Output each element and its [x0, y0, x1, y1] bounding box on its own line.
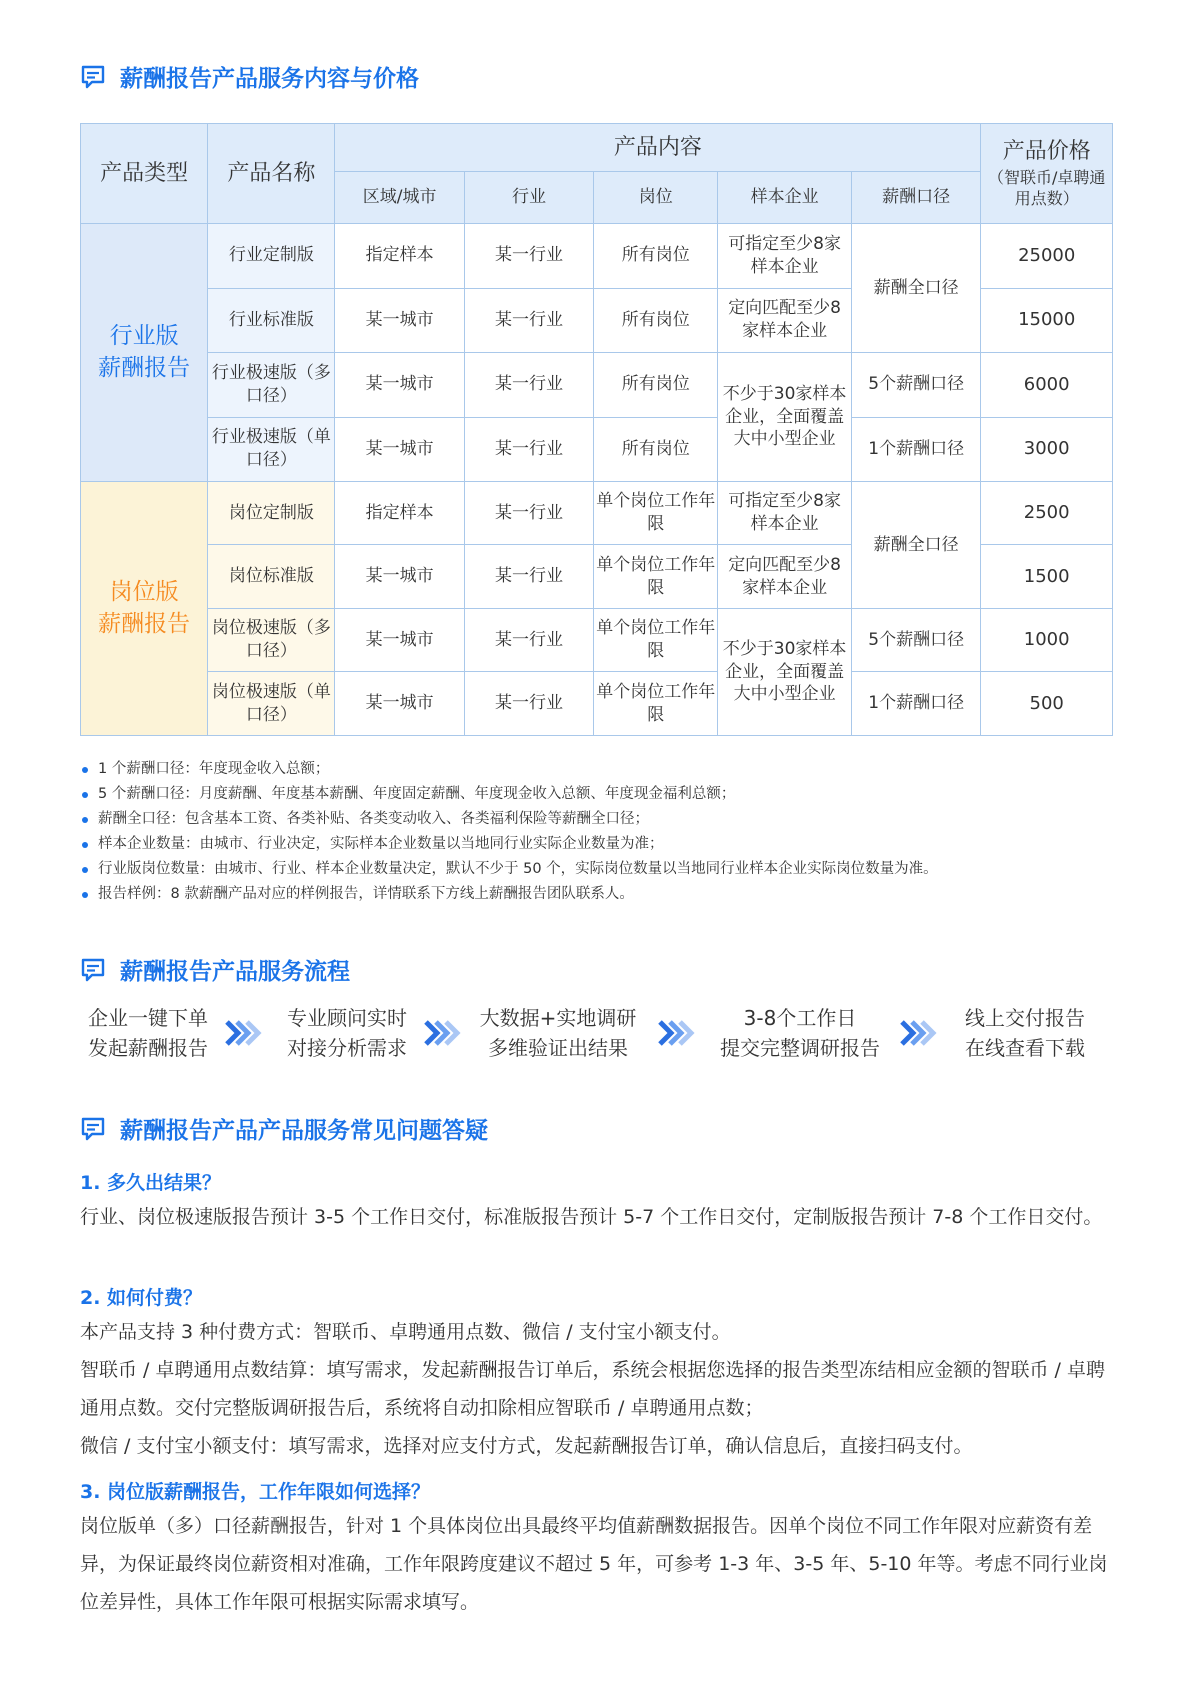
cell-sample: 定向匹配至少8家样本企业	[718, 545, 852, 608]
section-title-pricing	[80, 60, 419, 93]
cell-price: 2500	[981, 482, 1113, 545]
cell-price: 6000	[981, 353, 1113, 418]
cell-price: 25000	[981, 224, 1113, 289]
cell-industry: 某一行业	[464, 545, 593, 608]
product-name: 行业标准版	[208, 288, 335, 353]
header-price-label: 产品价格	[1002, 139, 1091, 165]
cell-caliber: 5个薪酬口径	[851, 353, 980, 418]
faq-answer: 岗位版单（多）口径薪酬报告，针对 1 个具体岗位出具最终平均值薪酬数据报告。因单个岗位不同工作年限对应薪资有差异，为保证最终岗位薪资相对准确，工作年限跨度建议不超过 5 年，可参考 1-3 年、3-5 年、5-10 年等。考虑不同行业岗位差异性，具体工作年限可根据实际需求填写。	[80, 1515, 1108, 1613]
header-position: 岗位	[594, 172, 718, 224]
table-row	[81, 482, 1113, 545]
note-item: 样本企业数量：由城市、行业决定，实际样本企业数量以当地同行业实际企业数量为准；	[80, 832, 938, 857]
product-name: 岗位标准版	[208, 545, 335, 608]
cell-sample-merged: 不少于30家样本企业，全面覆盖大中小型企业	[718, 353, 852, 482]
double-chevron-right-icon	[223, 1019, 263, 1047]
process-flow	[80, 1003, 1113, 1063]
section-title-text: 薪酬报告产品产品服务常见问题答疑	[120, 1118, 488, 1144]
cell-sample: 定向匹配至少8家样本企业	[718, 288, 852, 353]
cell-caliber-full: 薪酬全口径	[851, 482, 980, 609]
product-name: 岗位极速版（单口径）	[208, 672, 335, 736]
product-name: 岗位极速版（多口径）	[208, 608, 335, 671]
note-item: 5 个薪酬口径：月度薪酬、年度基本薪酬、年度固定薪酬、年度现金收入总额、年度现金福利总额；	[80, 782, 938, 807]
section-title-process	[80, 953, 350, 986]
cell-caliber: 1个薪酬口径	[851, 417, 980, 482]
cell-region: 某一城市	[335, 545, 464, 608]
cell-price: 3000	[981, 417, 1113, 482]
cell-position: 单个岗位工作年限	[594, 482, 718, 545]
notes-list	[80, 757, 938, 907]
header-sample: 样本企业	[718, 172, 852, 224]
cell-position: 所有岗位	[594, 224, 718, 289]
cell-industry: 某一行业	[464, 288, 593, 353]
faq-item	[80, 1283, 1120, 1465]
table-row	[81, 608, 1113, 671]
section-title-text: 薪酬报告产品服务内容与价格	[120, 66, 419, 92]
cell-caliber-full: 薪酬全口径	[851, 224, 980, 353]
cell-sample: 可指定至少8家样本企业	[718, 224, 852, 289]
cell-caliber: 1个薪酬口径	[851, 672, 980, 736]
product-name: 行业极速版（多口径）	[208, 353, 335, 418]
cell-sample: 可指定至少8家样本企业	[718, 482, 852, 545]
header-product-content: 产品内容	[335, 124, 981, 172]
flow-step: 专业顾问实时 对接分析需求	[287, 1006, 407, 1060]
header-product-type: 产品类型	[81, 124, 208, 224]
faq-question: 3. 岗位版薪酬报告，工作年限如何选择？	[80, 1481, 431, 1503]
cell-price: 1500	[981, 545, 1113, 608]
cell-price: 500	[981, 672, 1113, 736]
note-item: 1 个薪酬口径：年度现金收入总额；	[80, 757, 938, 782]
note-item: 报告样例：8 款薪酬产品对应的样例报告，详情联系下方线上薪酬报告团队联系人。	[80, 882, 938, 907]
product-name: 行业定制版	[208, 224, 335, 289]
header-product-name: 产品名称	[208, 124, 335, 224]
cell-region: 某一城市	[335, 288, 464, 353]
cell-region: 指定样本	[335, 224, 464, 289]
faq-answer: 行业、岗位极速版报告预计 3-5 个工作日交付，标准版报告预计 5-7 个工作日交付，定制版报告预计 7-8 个工作日交付。	[80, 1206, 1103, 1228]
faq-answer: 智联币 / 卓聘通用点数结算：填写需求，发起薪酬报告订单后，系统会根据您选择的报告类型冻结相应金额的智联币 / 卓聘通用点数。交付完整版调研报告后，系统将自动扣除相应智联币 / 卓聘通用点数；	[80, 1359, 1105, 1419]
product-name: 岗位定制版	[208, 482, 335, 545]
header-industry: 行业	[464, 172, 593, 224]
cell-industry: 某一行业	[464, 353, 593, 418]
flow-step: 3-8个工作日 提交完整调研报告	[720, 1006, 880, 1060]
header-price-note: （智联币/卓聘通用点数）	[987, 167, 1106, 209]
table-row	[81, 224, 1113, 289]
double-chevron-right-icon	[422, 1019, 462, 1047]
category-industry: 行业版 薪酬报告	[81, 224, 208, 482]
cell-price: 15000	[981, 288, 1113, 353]
faq-item	[80, 1168, 1120, 1236]
faq-item	[80, 1477, 1120, 1621]
cell-industry: 某一行业	[464, 224, 593, 289]
double-chevron-right-icon	[898, 1019, 938, 1047]
table-row	[81, 672, 1113, 736]
cell-region: 某一城市	[335, 353, 464, 418]
product-name: 行业极速版（单口径）	[208, 417, 335, 482]
cell-region: 某一城市	[335, 417, 464, 482]
cell-position: 单个岗位工作年限	[594, 545, 718, 608]
flow-step: 企业一键下单 发起薪酬报告	[88, 1006, 208, 1060]
section-title-faq	[80, 1112, 488, 1145]
table-row	[81, 417, 1113, 482]
faq-answer: 微信 / 支付宝小额支付：填写需求，选择对应支付方式，发起薪酬报告订单，确认信息后，直接扫码支付。	[80, 1435, 973, 1457]
flow-step: 线上交付报告 在线查看下载	[965, 1006, 1085, 1060]
comment-icon	[80, 1116, 106, 1142]
note-item: 行业版岗位数量：由城市、行业、样本企业数量决定，默认不少于 50 个，实际岗位数量以当地同行业样本企业实际岗位数量为准。	[80, 857, 938, 882]
flow-step: 大数据+实地调研 多维验证出结果	[479, 1006, 637, 1060]
cell-position: 单个岗位工作年限	[594, 608, 718, 671]
header-region: 区域/城市	[335, 172, 464, 224]
cell-industry: 某一行业	[464, 417, 593, 482]
cell-industry: 某一行业	[464, 482, 593, 545]
table-row	[81, 353, 1113, 418]
comment-icon	[80, 957, 106, 983]
category-position: 岗位版 薪酬报告	[81, 482, 208, 736]
cell-sample-merged: 不少于30家样本企业，全面覆盖大中小型企业	[718, 608, 852, 735]
pricing-table	[80, 123, 1113, 736]
cell-region: 某一城市	[335, 608, 464, 671]
header-caliber: 薪酬口径	[851, 172, 980, 224]
cell-position: 所有岗位	[594, 288, 718, 353]
cell-caliber: 5个薪酬口径	[851, 608, 980, 671]
cell-region: 某一城市	[335, 672, 464, 736]
section-title-text: 薪酬报告产品服务流程	[120, 959, 350, 985]
note-item: 薪酬全口径：包含基本工资、各类补贴、各类变动收入、各类福利保险等薪酬全口径；	[80, 807, 938, 832]
cell-position: 单个岗位工作年限	[594, 672, 718, 736]
cell-position: 所有岗位	[594, 353, 718, 418]
header-product-price	[981, 124, 1113, 224]
faq-answer: 本产品支持 3 种付费方式：智联币、卓聘通用点数、微信 / 支付宝小额支付。	[80, 1321, 731, 1343]
faq-question: 1. 多久出结果？	[80, 1172, 222, 1194]
cell-position: 所有岗位	[594, 417, 718, 482]
double-chevron-right-icon	[656, 1019, 696, 1047]
faq-question: 2. 如何付费？	[80, 1287, 203, 1309]
cell-price: 1000	[981, 608, 1113, 671]
cell-region: 指定样本	[335, 482, 464, 545]
cell-industry: 某一行业	[464, 608, 593, 671]
comment-icon	[80, 64, 106, 90]
cell-industry: 某一行业	[464, 672, 593, 736]
